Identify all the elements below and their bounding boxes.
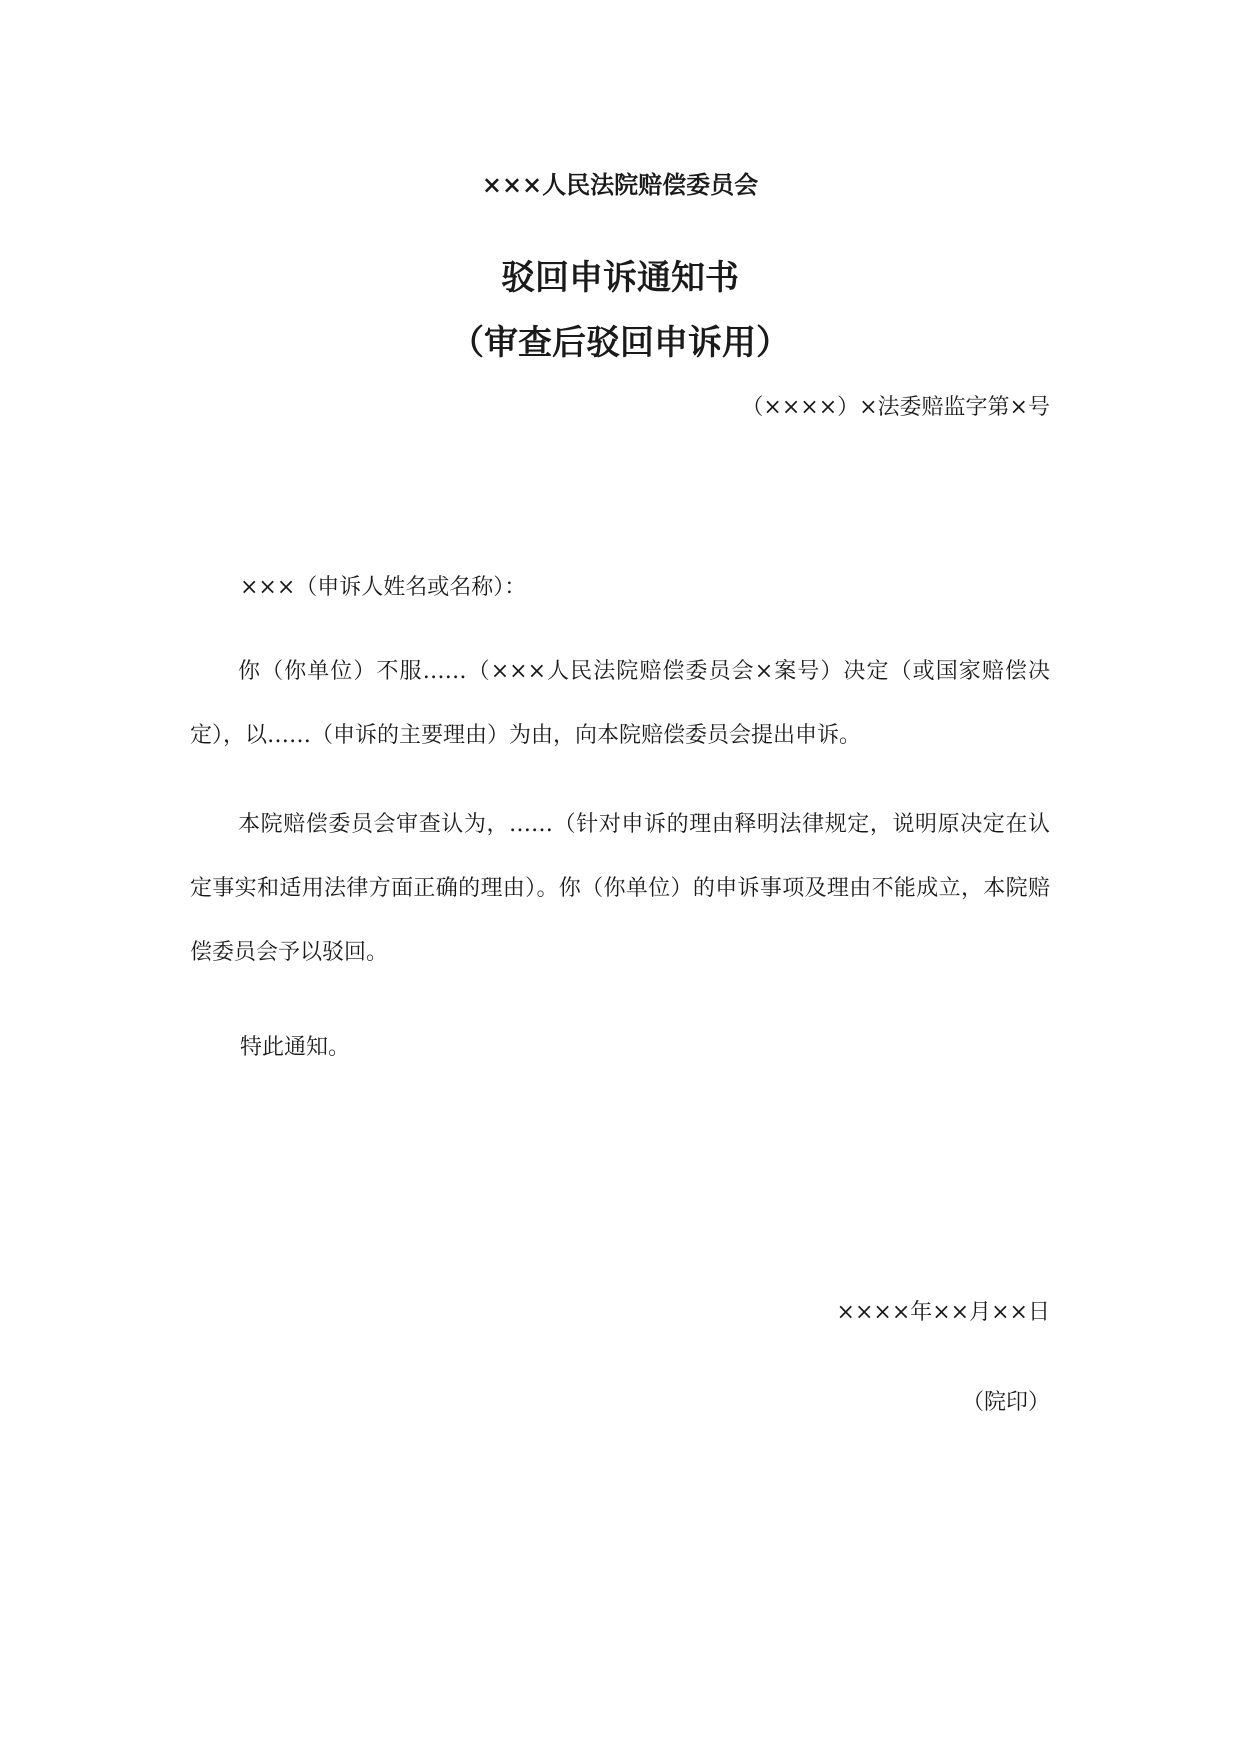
document-number: （××××）×法委赔监字第×号: [741, 395, 1050, 420]
addressee: ×××（申诉人姓名或名称）：: [240, 575, 527, 600]
document-title: 驳回申诉通知书: [501, 258, 739, 298]
body-paragraph-1: 你（你单位）不服……（×××人民法院赔偿委员会×案号）决定（或国家赔偿决定），以……（申诉的主要理由）为由，向本院赔偿委员会提出申诉。: [190, 659, 1050, 748]
court-seal: （院印）: [961, 1390, 1050, 1415]
document-subtitle: （审查后驳回申诉用）: [450, 323, 790, 363]
signature-date: ××××年××月××日: [836, 1300, 1050, 1325]
closing-line: 特此通知。: [240, 1035, 351, 1060]
body-paragraph-2: 本院赔偿委员会审查认为，……（针对申诉的理由释明法律规定，说明原决定在认定事实和适用法律方面正确的理由）。你（你单位）的申诉事项及理由不能成立，本院赔偿委员会予以驳回。: [190, 812, 1050, 965]
court-name: ×××人民法院赔偿委员会: [481, 170, 759, 199]
